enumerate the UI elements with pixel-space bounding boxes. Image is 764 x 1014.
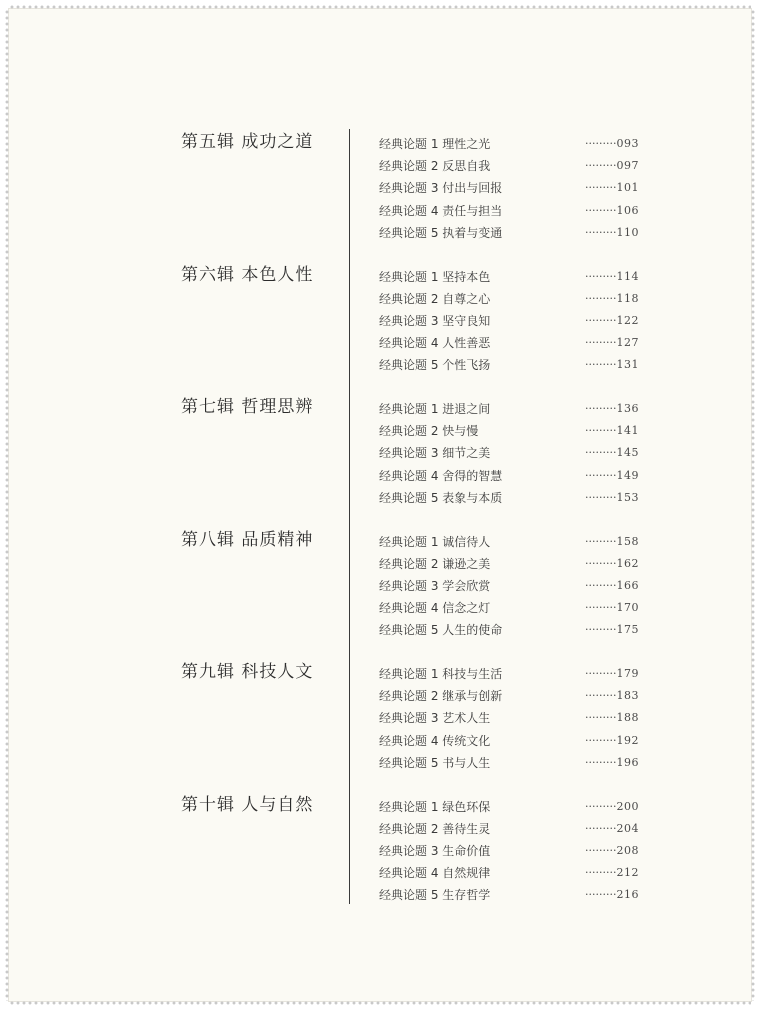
entry-page-number <box>585 844 639 857</box>
stamp-border-right <box>751 9 755 1001</box>
toc-entry[interactable] <box>379 157 659 179</box>
toc-entry[interactable] <box>379 312 659 334</box>
page-number: 183 <box>616 689 639 703</box>
dot-leader: ········· <box>585 534 617 548</box>
dot-leader: ········· <box>585 446 617 460</box>
dot-leader: ········· <box>585 866 617 880</box>
dot-leader: ········· <box>585 358 617 372</box>
dot-leader: ········· <box>585 556 617 570</box>
entry-page-number <box>585 159 639 172</box>
toc-entry[interactable] <box>379 577 659 599</box>
page-number: 192 <box>616 733 639 747</box>
page-number: 204 <box>616 821 639 835</box>
dot-leader: ········· <box>585 402 617 415</box>
dot-leader: ········· <box>585 601 617 615</box>
section-title: 第八辑 品质精神 <box>181 529 314 550</box>
entry-page-number <box>585 711 639 724</box>
toc-section <box>9 661 751 779</box>
entry-label: 经典论题 1 理性之光 <box>379 137 491 151</box>
entry-page-number <box>585 557 639 570</box>
entry-page-number <box>585 535 639 548</box>
page-number: 149 <box>616 468 639 482</box>
toc-entry[interactable] <box>379 665 659 687</box>
entry-label: 经典论题 3 付出与回报 <box>379 181 503 196</box>
page-number: 216 <box>616 888 639 902</box>
page-number: 145 <box>616 446 639 460</box>
entry-page-number <box>585 137 639 150</box>
section-title: 第十辑 人与自然 <box>181 794 314 815</box>
entry-page-number <box>585 601 639 614</box>
toc-section <box>9 396 751 514</box>
toc-entry[interactable] <box>379 400 659 422</box>
entry-page-number <box>585 402 639 415</box>
page-number: 118 <box>616 291 639 305</box>
page-number: 122 <box>616 313 639 327</box>
entry-label: 经典论题 4 舍得的智慧 <box>379 468 503 483</box>
page-number: 166 <box>616 578 639 592</box>
entry-label: 经典论题 4 传统文化 <box>379 733 491 748</box>
toc-entry[interactable] <box>379 422 659 444</box>
entry-label: 经典论题 4 信念之灯 <box>379 601 491 616</box>
page-number: 200 <box>616 799 639 813</box>
entry-label: 经典论题 4 人性善恶 <box>379 336 491 351</box>
entry-label: 经典论题 2 自尊之心 <box>379 291 491 306</box>
dot-leader: ········· <box>585 181 617 195</box>
entry-page-number <box>585 756 639 769</box>
entry-label: 经典论题 2 谦逊之美 <box>379 556 491 571</box>
entry-page-number <box>585 888 639 901</box>
entry-label: 经典论题 1 坚持本色 <box>379 269 491 284</box>
toc-entry[interactable] <box>379 599 659 621</box>
entry-label: 经典论题 5 执着与变通 <box>379 225 503 240</box>
entry-label: 经典论题 2 反思自我 <box>379 159 491 174</box>
page-number: 208 <box>616 843 639 857</box>
toc-entry[interactable] <box>379 202 659 224</box>
entry-label: 经典论题 3 坚守良知 <box>379 313 491 328</box>
entry-label: 经典论题 5 个性飞扬 <box>379 358 491 373</box>
dot-leader: ········· <box>585 159 617 173</box>
entry-page-number <box>585 866 639 879</box>
page-number: 097 <box>616 159 639 173</box>
entry-page-number <box>585 469 639 482</box>
page-number: 093 <box>616 137 639 150</box>
entry-label: 经典论题 3 细节之美 <box>379 446 491 461</box>
dot-leader: ········· <box>585 225 617 239</box>
entry-page-number <box>585 226 639 239</box>
entry-label: 经典论题 1 进退之间 <box>379 402 491 416</box>
toc-entry[interactable] <box>379 467 659 489</box>
toc-entry[interactable] <box>379 224 659 246</box>
entry-label: 经典论题 2 善待生灵 <box>379 821 491 836</box>
entry-page-number <box>585 800 639 813</box>
entry-page-number <box>585 204 639 217</box>
toc-entry[interactable] <box>379 621 659 643</box>
dot-leader: ········· <box>585 269 617 283</box>
dot-leader: ········· <box>585 755 617 769</box>
dot-leader: ········· <box>585 313 617 327</box>
page-number: 106 <box>616 203 639 217</box>
stamp-border-top <box>9 5 751 9</box>
page-number: 114 <box>616 269 639 283</box>
toc-section <box>9 131 751 249</box>
page-number: 212 <box>616 866 639 880</box>
dot-leader: ········· <box>585 137 617 150</box>
entry-page-number <box>585 336 639 349</box>
dot-leader: ········· <box>585 578 617 592</box>
entry-label: 经典论题 3 艺术人生 <box>379 711 491 726</box>
entry-label: 经典论题 5 书与人生 <box>379 755 491 770</box>
toc-section <box>9 264 751 382</box>
page-number: 170 <box>616 601 639 615</box>
toc-entry[interactable] <box>379 864 659 886</box>
dot-leader: ········· <box>585 490 617 504</box>
page-number: 136 <box>616 402 639 415</box>
entry-label: 经典论题 2 快与慢 <box>379 424 479 439</box>
dot-leader: ········· <box>585 799 617 813</box>
entry-page-number <box>585 623 639 636</box>
entry-label: 经典论题 3 生命价值 <box>379 843 491 858</box>
entry-page-number <box>585 491 639 504</box>
page-number: 131 <box>616 358 639 372</box>
entry-page-number <box>585 292 639 305</box>
page-number: 101 <box>616 181 639 195</box>
section-title: 第五辑 成功之道 <box>181 132 314 152</box>
dot-leader: ········· <box>585 468 617 482</box>
entry-page-number <box>585 734 639 747</box>
page-number: 188 <box>616 711 639 725</box>
toc-entry[interactable] <box>379 268 659 290</box>
entry-page-number <box>585 270 639 283</box>
page-number: 141 <box>616 424 639 438</box>
entry-label: 经典论题 4 责任与担当 <box>379 203 503 218</box>
section-title: 第六辑 本色人性 <box>181 264 314 285</box>
toc-entry[interactable] <box>379 820 659 842</box>
toc-entry[interactable] <box>379 732 659 754</box>
section-title: 第九辑 科技人文 <box>181 662 314 682</box>
dot-leader: ········· <box>585 821 617 835</box>
toc-entry[interactable] <box>379 754 659 776</box>
page-number: 175 <box>616 623 639 637</box>
entry-page-number <box>585 358 639 371</box>
page-number: 196 <box>616 755 639 769</box>
entry-page-number <box>585 424 639 437</box>
entry-label: 经典论题 1 科技与生活 <box>379 667 503 681</box>
toc-entry[interactable] <box>379 555 659 577</box>
toc-entry[interactable] <box>379 444 659 466</box>
toc-entry[interactable] <box>379 709 659 731</box>
dot-leader: ········· <box>585 336 617 350</box>
page-number: 153 <box>616 490 639 504</box>
dot-leader: ········· <box>585 888 617 902</box>
dot-leader: ········· <box>585 424 617 438</box>
toc-entry[interactable] <box>379 842 659 864</box>
toc-entry[interactable] <box>379 533 659 555</box>
toc-entry[interactable] <box>379 886 659 908</box>
entry-label: 经典论题 1 诚信待人 <box>379 534 491 549</box>
entry-label: 经典论题 5 表象与本质 <box>379 490 503 505</box>
section-title: 第七辑 哲理思辨 <box>181 397 314 417</box>
dot-leader: ········· <box>585 203 617 217</box>
book-page <box>9 9 751 1001</box>
toc-entry[interactable] <box>379 179 659 201</box>
entry-page-number <box>585 689 639 702</box>
dot-leader: ········· <box>585 689 617 703</box>
page-number: 127 <box>616 336 639 350</box>
page-number: 179 <box>616 667 639 680</box>
toc-entry[interactable] <box>379 135 659 157</box>
entry-page-number <box>585 314 639 327</box>
toc-entry[interactable] <box>379 489 659 511</box>
entry-label: 经典论题 3 学会欣赏 <box>379 578 491 593</box>
dot-leader: ········· <box>585 711 617 725</box>
page-number: 110 <box>616 225 639 239</box>
stamp-border-bottom <box>9 1001 751 1005</box>
toc-entry[interactable] <box>379 334 659 356</box>
toc-entry[interactable] <box>379 798 659 820</box>
dot-leader: ········· <box>585 843 617 857</box>
toc-entry[interactable] <box>379 290 659 312</box>
dot-leader: ········· <box>585 733 617 747</box>
page-number: 162 <box>616 556 639 570</box>
entry-page-number <box>585 822 639 835</box>
toc-section <box>9 529 751 647</box>
entry-label: 经典论题 4 自然规律 <box>379 866 491 881</box>
dot-leader: ········· <box>585 623 617 637</box>
toc-entry[interactable] <box>379 687 659 709</box>
toc-entry[interactable] <box>379 356 659 378</box>
entry-page-number <box>585 446 639 459</box>
toc-section <box>9 794 751 912</box>
dot-leader: ········· <box>585 667 617 680</box>
entry-page-number <box>585 667 639 680</box>
entry-page-number <box>585 181 639 194</box>
dot-leader: ········· <box>585 291 617 305</box>
entry-label: 经典论题 5 人生的使命 <box>379 623 503 638</box>
entry-label: 经典论题 5 生存哲学 <box>379 888 491 903</box>
page-number: 158 <box>616 534 639 548</box>
entry-page-number <box>585 579 639 592</box>
entry-label: 经典论题 1 绿色环保 <box>379 799 491 814</box>
entry-label: 经典论题 2 继承与创新 <box>379 689 503 704</box>
